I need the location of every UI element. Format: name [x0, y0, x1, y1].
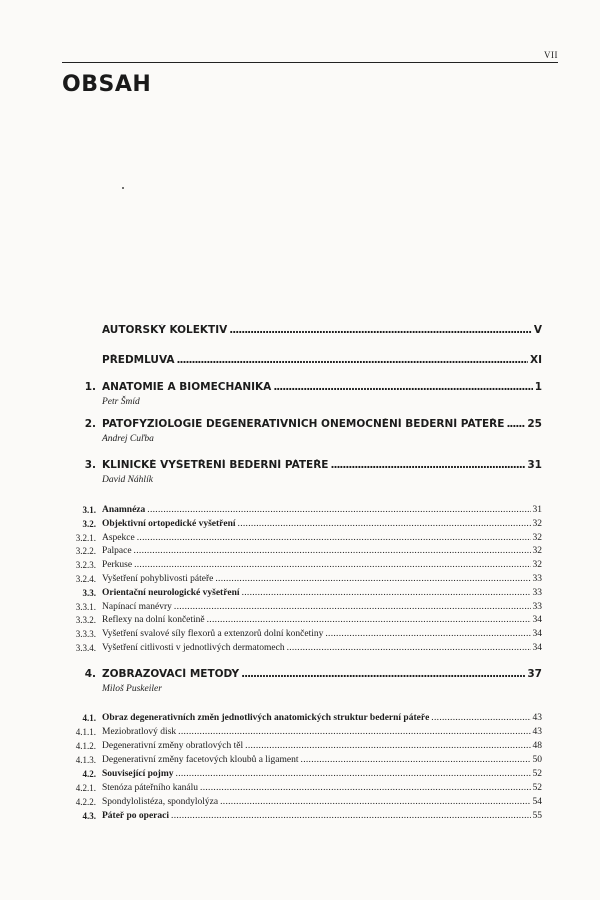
toc-entry-line: [102, 769, 542, 779]
print-speck: [122, 187, 124, 189]
chapter-author: Petr Šmíd: [102, 397, 140, 407]
toc-entry-number: 4.: [84, 668, 96, 680]
chapter-author: David Náhlík: [102, 475, 153, 485]
toc-entry-line: [102, 783, 542, 793]
toc-entry-number: 3.2.3.: [75, 560, 96, 570]
toc-entry-title: Palpace: [102, 546, 132, 556]
toc-entry-number: 3.: [84, 459, 96, 471]
toc-entry-page: 37: [527, 668, 542, 680]
toc-entry-title: Stenóza páteřního kanálu: [102, 783, 199, 793]
toc-entry-line: [102, 741, 542, 751]
toc-entry-line: [102, 574, 542, 584]
toc-entry-page: 52: [532, 769, 542, 779]
toc-entry-title: Vyšetření pohyblivosti páteře: [102, 574, 214, 584]
dot-leader: [178, 727, 530, 737]
toc-entry-line: [102, 668, 542, 680]
toc-entry-number: 3.1.: [82, 505, 96, 515]
toc-entry-title: KLINICKÉ VYŠETŘENÍ BEDERNÍ PÁTEŘE: [102, 459, 329, 471]
toc-entry-line: [102, 418, 542, 430]
toc-entry-page: 25: [527, 418, 542, 430]
chapter-author: Andrej Cuľba: [102, 434, 154, 444]
toc-entry-page: 34: [532, 615, 542, 625]
dot-leader: [229, 324, 532, 336]
chapter-author: Miloš Puskeiler: [102, 684, 162, 694]
dot-leader: [245, 741, 530, 751]
toc-entry-page: 52: [532, 783, 542, 793]
toc-entry-page: XI: [529, 354, 542, 366]
toc-entry-title: AUTORSKÝ KOLEKTIV: [102, 324, 228, 336]
toc-entry-line: [102, 727, 542, 737]
dot-leader: [171, 811, 530, 821]
dot-leader: [241, 668, 525, 680]
dot-leader: [220, 797, 530, 807]
dot-leader: [174, 602, 531, 612]
toc-entry-line: [102, 602, 542, 612]
toc-entry-title: Anamnéza: [102, 505, 146, 515]
dot-leader: [238, 519, 531, 529]
dot-leader: [207, 615, 531, 625]
toc-entry-line: [102, 546, 542, 556]
toc-entry-title: Páteř po operaci: [102, 811, 170, 821]
toc-entry-title: Spondylolistéza, spondylolýza: [102, 797, 219, 807]
dot-leader: [137, 533, 531, 543]
toc-entry-page: 43: [532, 727, 542, 737]
toc-entry-number: 4.1.: [82, 713, 96, 723]
toc-entry-line: [102, 811, 542, 821]
dot-leader: [273, 381, 532, 393]
toc-entry-page: V: [533, 324, 542, 336]
toc-entry-number: 4.1.2.: [75, 741, 96, 751]
dot-leader: [301, 755, 531, 765]
toc-entry-line: [102, 615, 542, 625]
toc-entry-page: 54: [532, 797, 542, 807]
toc-entry-number: 3.2.1.: [75, 533, 96, 543]
toc-entry-page: 32: [532, 533, 542, 543]
toc-entry-page: 32: [532, 519, 542, 529]
toc-entry-line: [102, 533, 542, 543]
toc-entry-page: 48: [532, 741, 542, 751]
dot-leader: [506, 418, 525, 430]
toc-entry-number: 4.2.1.: [75, 783, 96, 793]
toc-entry-number: 4.1.1.: [75, 727, 96, 737]
toc-entry-title: Perkuse: [102, 560, 133, 570]
toc-entry-page: 32: [532, 546, 542, 556]
dot-leader: [287, 643, 531, 653]
toc-entry-page: 34: [532, 629, 542, 639]
toc-entry-line: [102, 643, 542, 653]
toc-entry-title: Objektivní ortopedické vyšetření: [102, 519, 236, 529]
toc-entry-title: Vyšetření citlivosti v jednotlivých dermatomech: [102, 643, 285, 653]
toc-entry-number: 3.3.: [82, 588, 96, 598]
toc-entry-title: Reflexy na dolní končetině: [102, 615, 205, 625]
toc-entry-number: 4.3.: [82, 811, 96, 821]
toc-entry-title: ANATOMIE A BIOMECHANIKA: [102, 381, 272, 393]
toc-entry-title: Související pojmy: [102, 769, 174, 779]
toc-entry-title: Obraz degenerativních změn jednotlivých anatomických struktur bederní páteře: [102, 713, 430, 723]
toc-entry-title: PŘEDMLUVA: [102, 354, 175, 366]
toc-entry-number: 3.2.4.: [75, 574, 96, 584]
toc-entry-number: 3.2.: [82, 519, 96, 529]
dot-leader: [215, 574, 530, 584]
toc-entry-number: 4.1.3.: [75, 755, 96, 765]
dot-leader: [200, 783, 530, 793]
toc-entry-line: [102, 505, 542, 515]
dot-leader: [147, 505, 530, 515]
toc-entry-page: 1: [534, 381, 542, 393]
toc-entry-title: ZOBRAZOVACÍ METODY: [102, 668, 240, 680]
toc-entry-page: 32: [532, 560, 542, 570]
toc-entry-number: 3.3.3.: [75, 629, 96, 639]
dot-leader: [242, 588, 531, 598]
toc-entry-number: 3.3.1.: [75, 602, 96, 612]
dot-leader: [134, 546, 531, 556]
toc-entry-page: 55: [532, 811, 542, 821]
toc-entry-title: Meziobratlový disk: [102, 727, 177, 737]
toc-entry-page: 31: [527, 459, 542, 471]
toc-entry-line: [102, 560, 542, 570]
toc-entry-title: Vyšetření svalové síly flexorů a extenzorů dolní končetiny: [102, 629, 324, 639]
dot-leader: [176, 769, 531, 779]
toc-entry-number: 2.: [84, 418, 96, 430]
toc-entry-number: 3.2.2.: [75, 546, 96, 556]
dot-leader: [177, 354, 528, 366]
toc-entry-line: [102, 588, 542, 598]
toc-entry-page: 31: [532, 505, 542, 515]
toc-entry-number: 4.2.2.: [75, 797, 96, 807]
page-number: VII: [544, 50, 558, 60]
toc-entry-page: 50: [532, 755, 542, 765]
toc-entry-page: 33: [532, 588, 542, 598]
header-rule: [62, 62, 558, 63]
toc-entry-title: PATOFYZIOLOGIE DEGENERATIVNÍCH ONEMOCNĚNÍ BEDERNÍ PÁTEŘE: [102, 418, 505, 430]
toc-entry-line: [102, 713, 542, 723]
dot-leader: [325, 629, 530, 639]
toc-entry-title: Degenerativní změny obratlových těl: [102, 741, 244, 751]
toc-entry-title: Napínací manévry: [102, 602, 172, 612]
dot-leader: [134, 560, 530, 570]
page-title: OBSAH: [62, 72, 152, 97]
toc-entry-line: [102, 354, 542, 366]
toc-entry-line: [102, 755, 542, 765]
toc-entry-number: 3.3.2.: [75, 615, 96, 625]
toc-entry-line: [102, 324, 542, 336]
dot-leader: [431, 713, 530, 723]
toc-entry-number: 3.3.4.: [75, 643, 96, 653]
toc-entry-number: 4.2.: [82, 769, 96, 779]
toc-entry-page: 34: [532, 643, 542, 653]
toc-entry-line: [102, 381, 542, 393]
toc-entry-page: 43: [532, 713, 542, 723]
toc-entry-line: [102, 459, 542, 471]
toc-entry-title: Orientační neurologické vyšetření: [102, 588, 240, 598]
toc-entry-page: 33: [532, 602, 542, 612]
toc-entry-title: Degenerativní změny facetových kloubů a ligament: [102, 755, 299, 765]
toc-entry-page: 33: [532, 574, 542, 584]
toc-entry-line: [102, 519, 542, 529]
toc-entry-title: Aspekce: [102, 533, 135, 543]
toc-entry-number: 1.: [84, 381, 96, 393]
toc-entry-line: [102, 797, 542, 807]
dot-leader: [330, 459, 525, 471]
toc-entry-line: [102, 629, 542, 639]
